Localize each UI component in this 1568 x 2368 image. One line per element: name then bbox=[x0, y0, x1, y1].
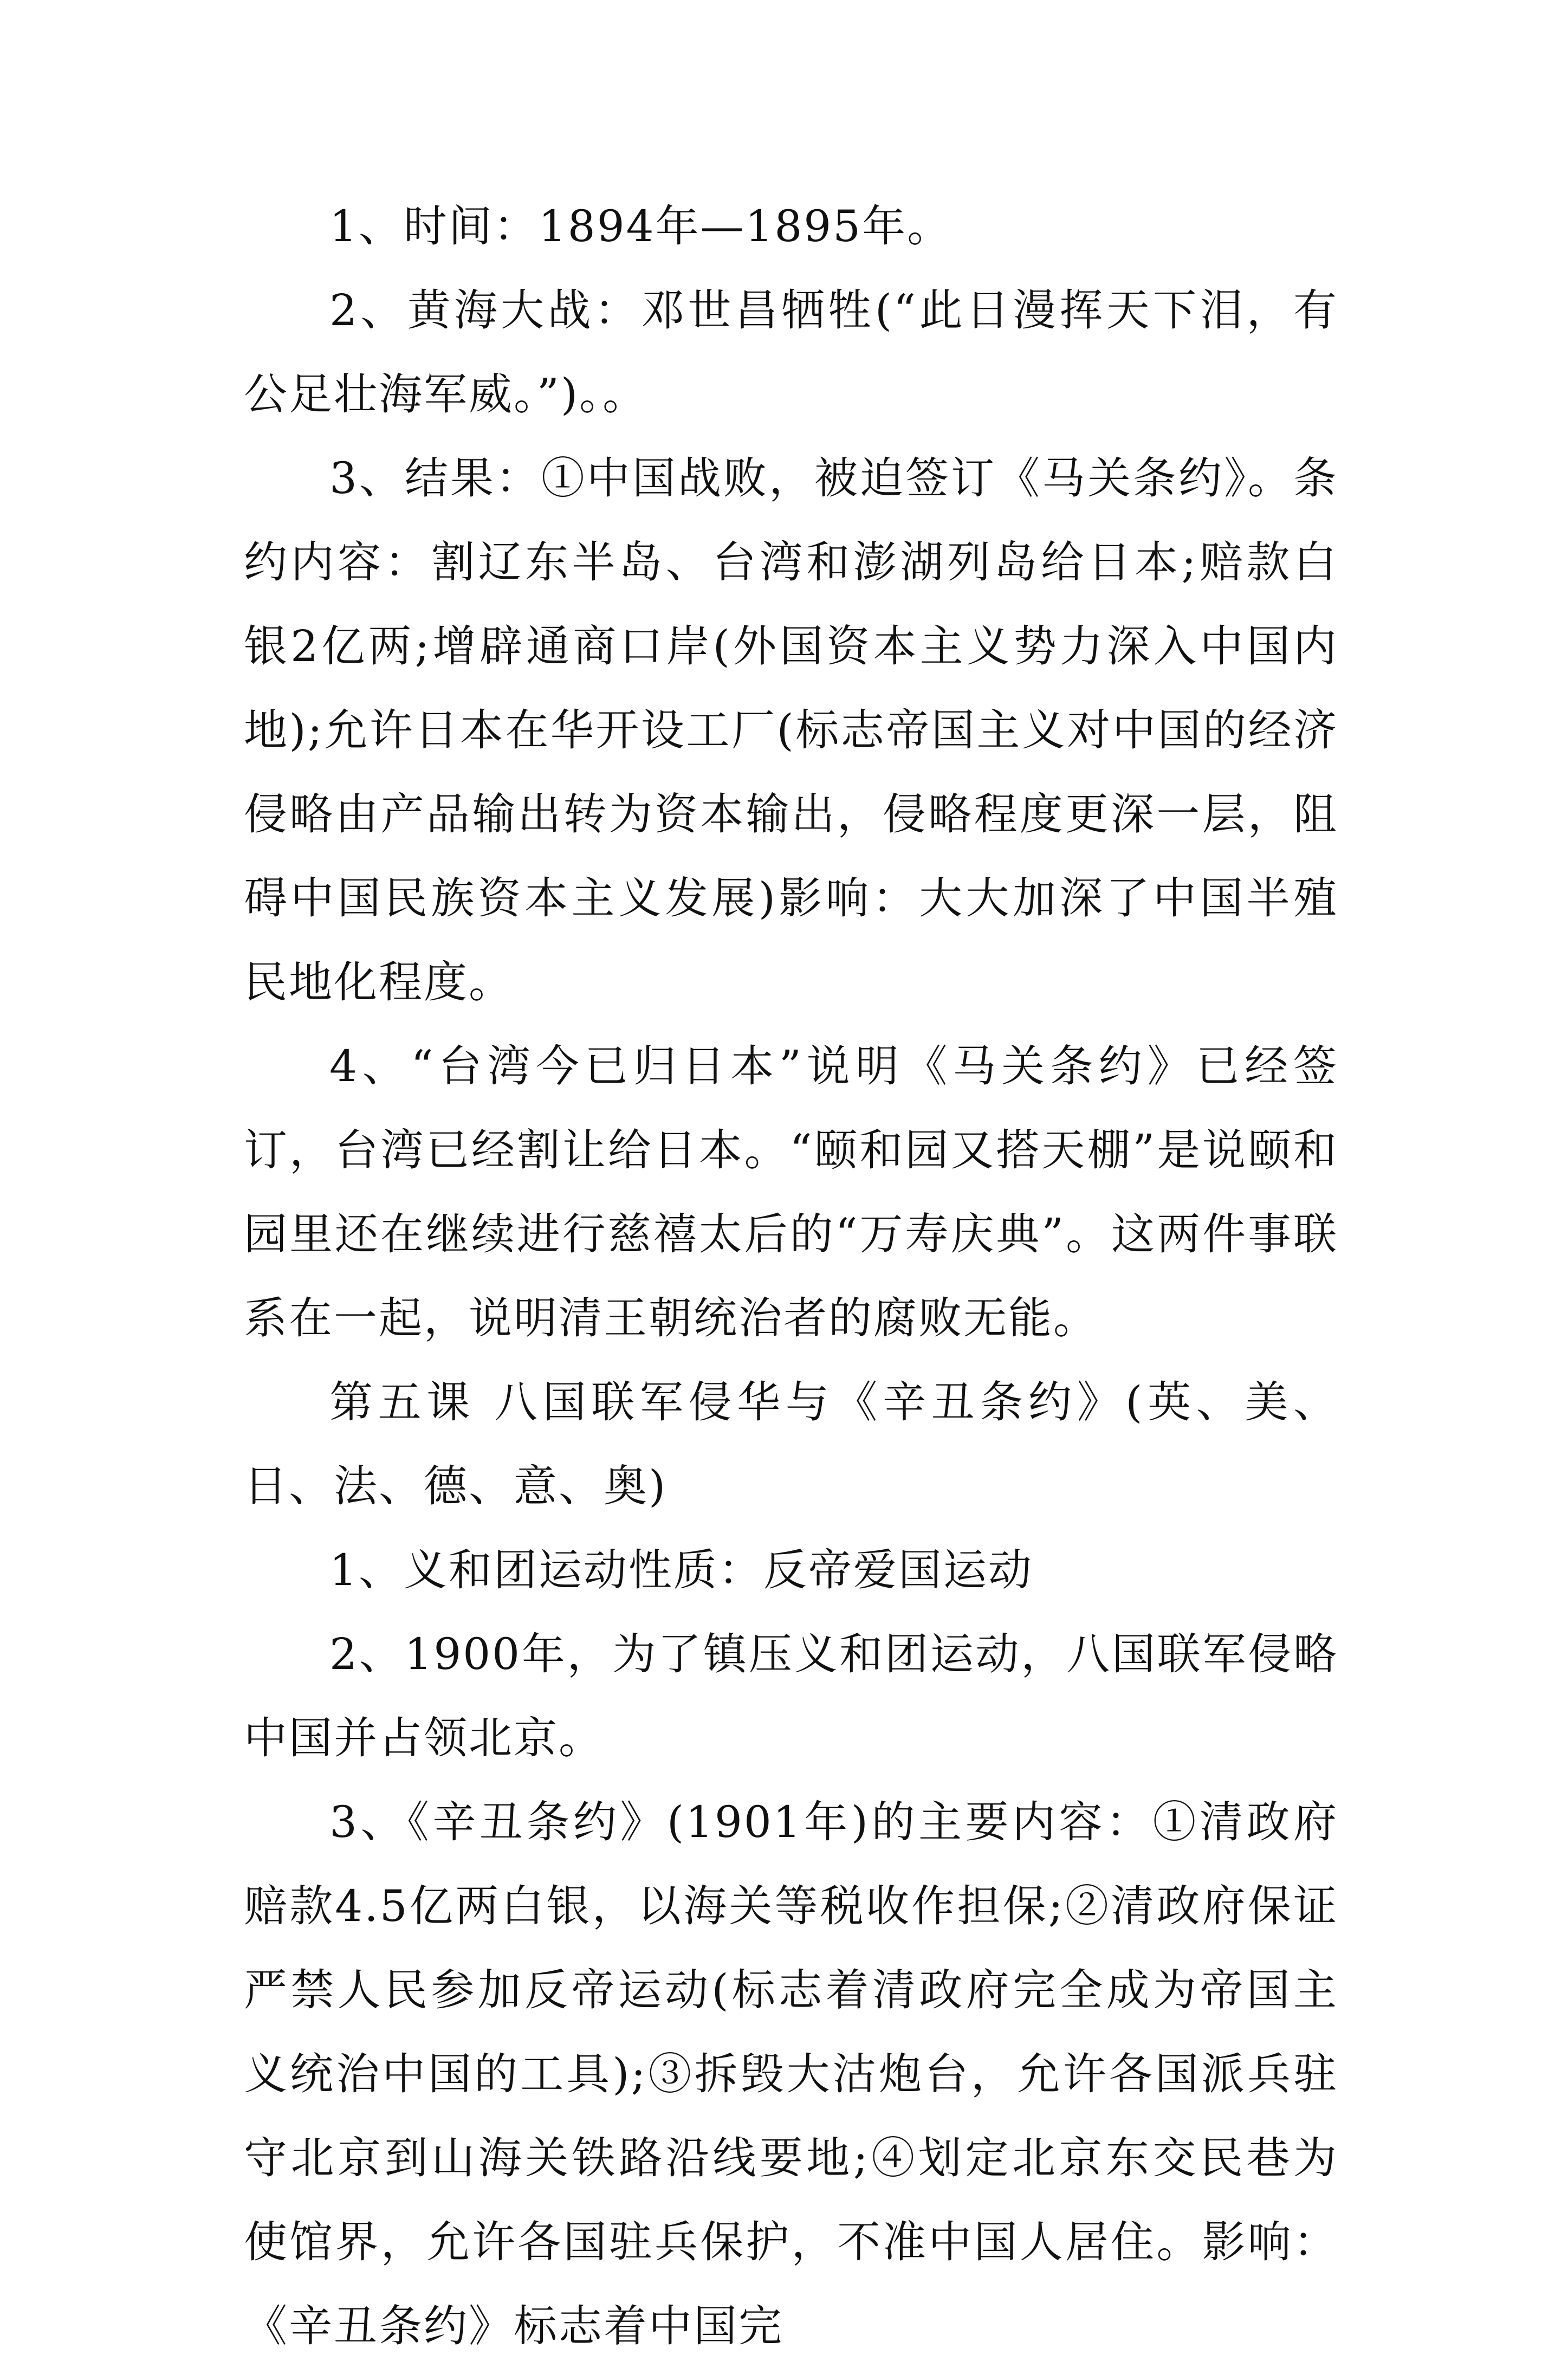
lesson-heading: 第五课 八国联军侵华与《辛丑条约》(英、美、日、法、德、意、奥) bbox=[244, 1377, 1338, 1511]
paragraph-1900: 2、1900年，为了镇压义和团运动，八国联军侵略中国并占领北京。 bbox=[244, 1629, 1338, 1763]
paragraph-yellow-sea-battle: 2、黄海大战：邓世昌牺牲(“此日漫挥天下泪，有公足壮海军威。”)。。 bbox=[244, 285, 1338, 419]
paragraph-taiwan: 4、“台湾今已归日本”说明《马关条约》已经签订，台湾已经割让给日本。“颐和园又搭天棚”是说颐和园里还在继续进行慈禧太后的“万寿庆典”。这两件事联系在一起，说明清王朝统治者的腐败无能。 bbox=[244, 1041, 1338, 1343]
paragraph-result: 3、结果：①中国战败，被迫签订《马关条约》。条约内容：割辽东半岛、台湾和澎湖列岛给日本;赔款白银2亿两;增辟通商口岸(外国资本主义势力深入中国内地);允许日本在华开设工厂(标志帝国主义对中国的经济侵略由产品输出转为资本输出，侵略程度更深一层，阻碍中国民族资本主义发展)影响：大大加深了中国半殖民地化程度。 bbox=[244, 453, 1338, 1007]
paragraph-boxer-protocol: 3、《辛丑条约》(1901年)的主要内容：①清政府赔款4.5亿两白银，以海关等税收作担保;②清政府保证严禁人民参加反帝运动(标志着清政府完全成为帝国主义统治中国的工具);③拆毁大沽炮台，允许各国派兵驻守北京到山海关铁路沿线要地;④划定北京东交民巷为使馆界，允许各国驻兵保护，不准中国人居住。影响：《辛丑条约》标志着中国完 bbox=[244, 1797, 1338, 2351]
paragraph-time: 1、时间：1894年—1895年。 bbox=[329, 201, 953, 251]
document-body bbox=[244, 184, 1338, 2368]
paragraph-boxer-nature: 1、义和团运动性质：反帝爱国运动 bbox=[329, 1545, 1033, 1595]
